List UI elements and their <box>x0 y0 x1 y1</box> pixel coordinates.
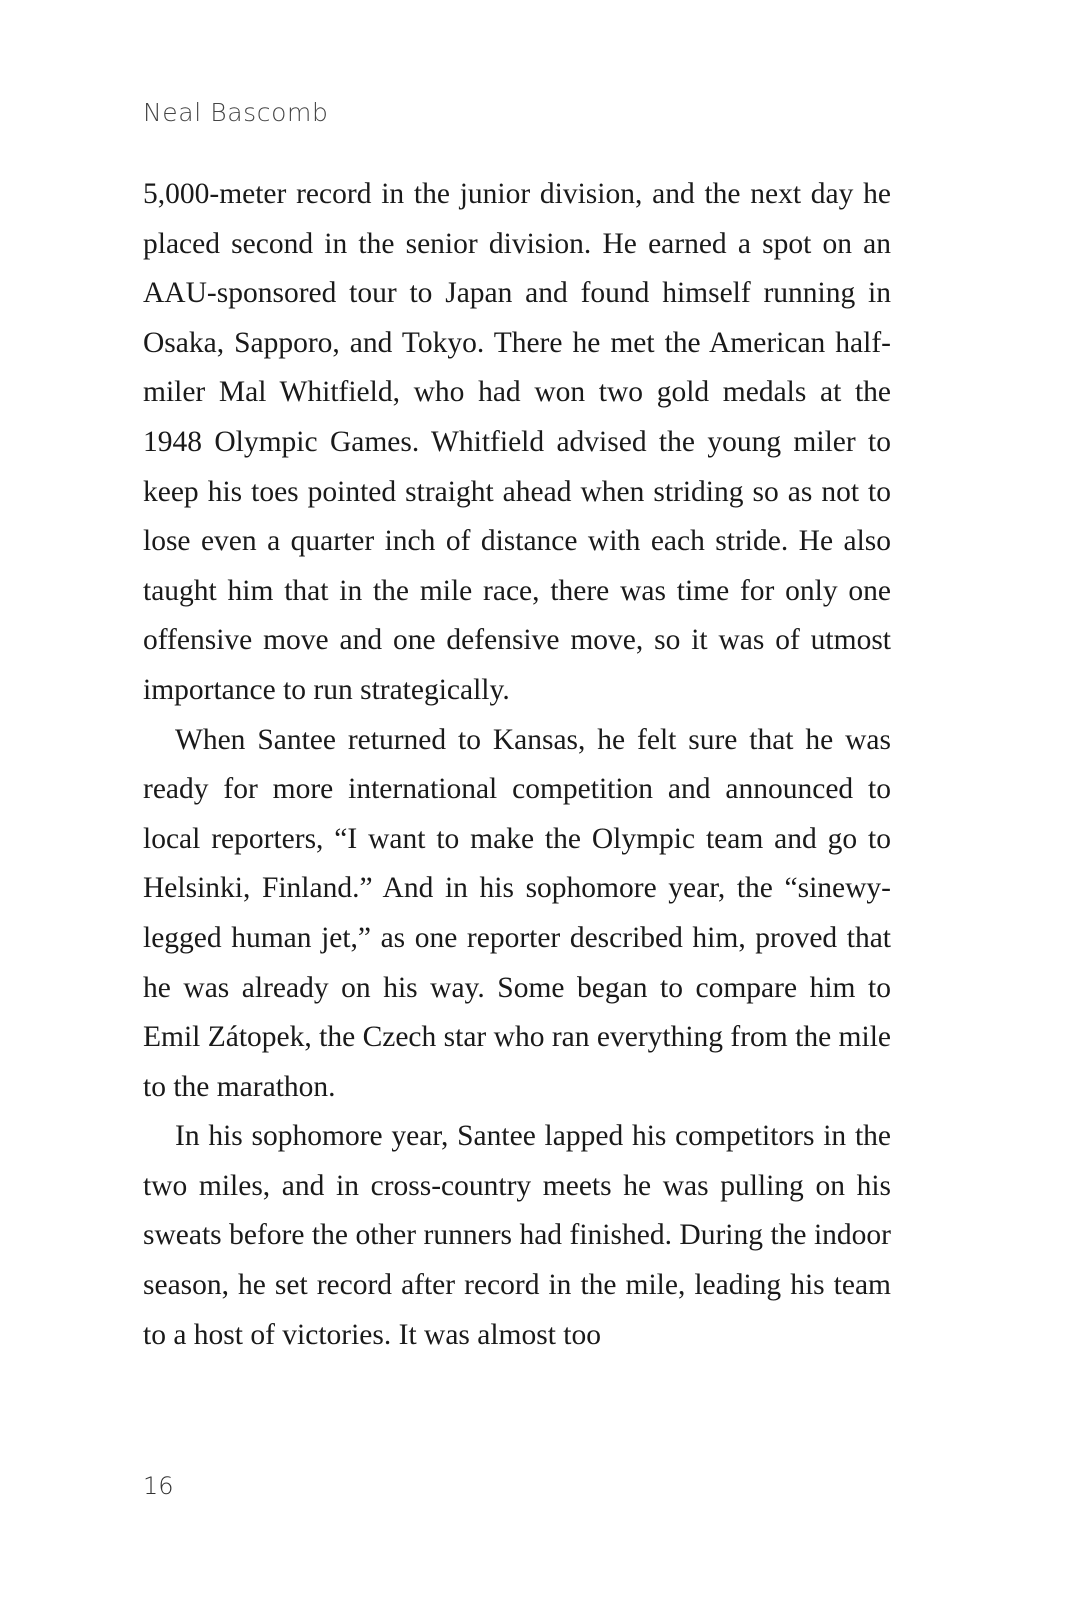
page-number: 16 <box>143 1472 174 1500</box>
running-head-author: Neal Bascomb <box>143 98 329 127</box>
body-text <box>143 170 891 1360</box>
paragraph-1: 5,000-meter record in the junior division, and the next day he placed second in the senior division. He earned a spot on an AAU-sponsored tour to Japan and found himself running in Osaka, Sapporo, and Tokyo. There he met the American half-miler Mal Whitfield, who had won two gold medals at the 1948 Olympic Games. Whitfield advised the young miler to keep his toes pointed straight ahead when striding so as not to lose even a quarter inch of distance with each stride. He also taught him that in the mile race, there was time for only one offensive move and one defensive move, so it was of utmost importance to run strategically. <box>143 178 891 706</box>
paragraph-2: When Santee returned to Kansas, he felt sure that he was ready for more international competition and announced to local reporters, “I want to make the Olympic team and go to Helsinki, Finland.” And in his sophomore year, the “sinewy-legged human jet,” as one reporter described him, proved that he was already on his way. Some began to compare him to Emil Zátopek, the Czech star who ran everything from the mile to the marathon. <box>143 723 891 1103</box>
paragraph-3: In his sophomore year, Santee lapped his competitors in the two miles, and in cross-country meets he was pulling on his sweats before the other runners had finished. During the indoor season, he set record after record in the mile, leading his team to a host of victories. It was almost too <box>143 1120 891 1351</box>
